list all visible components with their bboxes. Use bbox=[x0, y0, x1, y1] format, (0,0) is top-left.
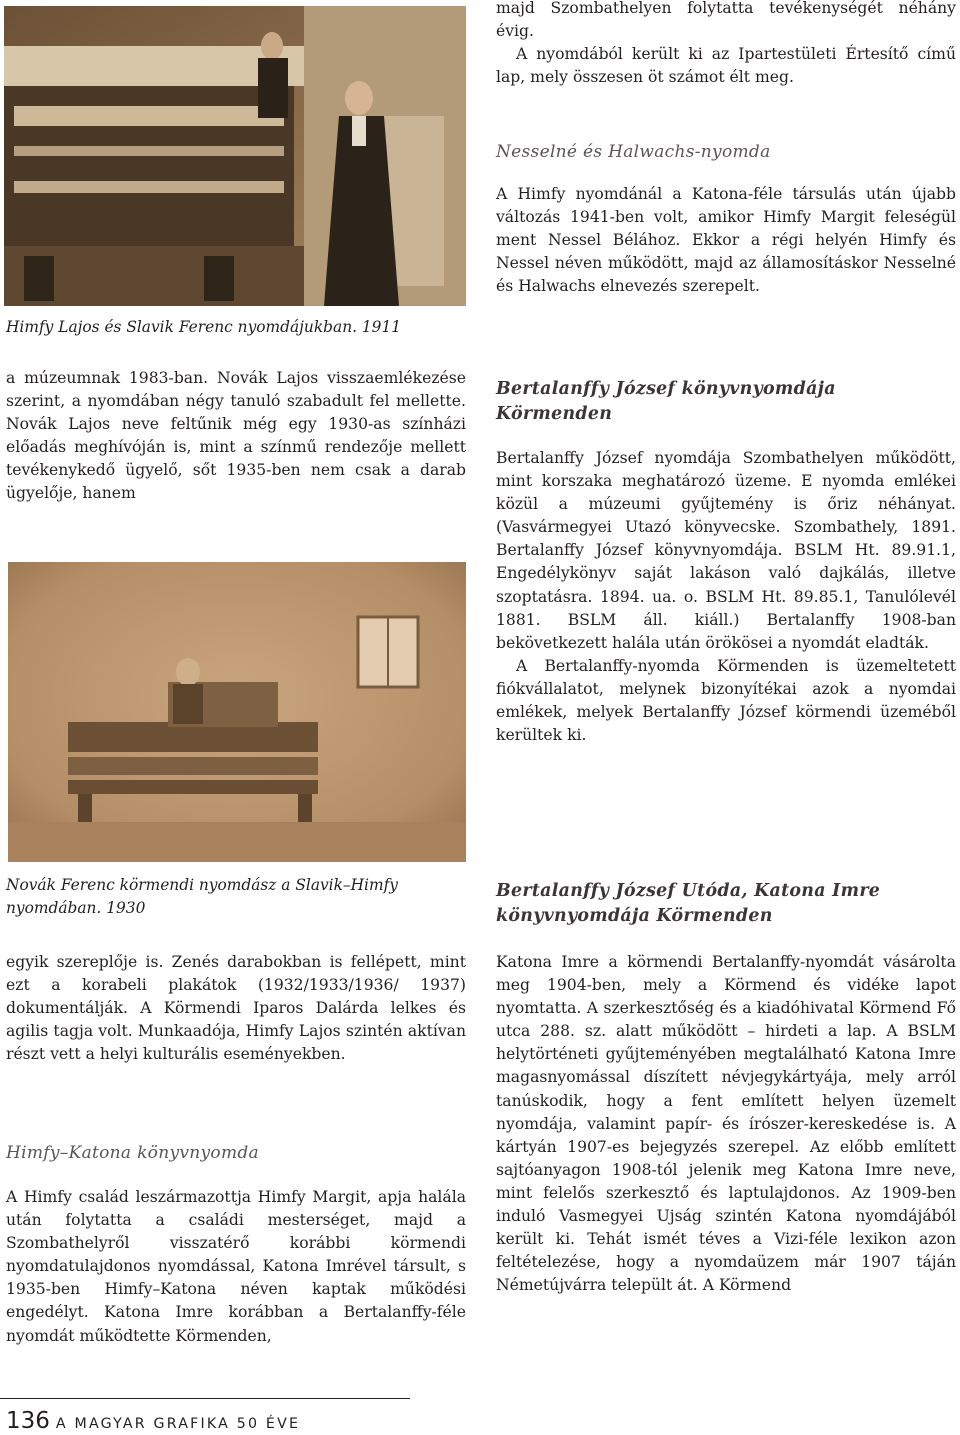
left-column-block-2 bbox=[6, 951, 466, 1066]
heading-nesselne-halwachs: Nesselné és Halwachs-nyomda bbox=[496, 142, 771, 162]
right-column-katona-text bbox=[496, 951, 956, 1297]
paragraph-szombathelyen: majd Szombathelyen folytatta tevékenységét néhány évig. bbox=[496, 0, 956, 41]
heading-katona-line-2: könyvnyomdája Körmenden bbox=[496, 906, 773, 926]
paragraph-himfy-katona: A Himfy család leszármazottja Himfy Margit, apja halála után folytatta a családi mesterséget, majd a Szombathelyről visszatérő korábbi körmendi nyomdatulajdonos nyomdással, Katona Imrével társult, s 1935-ben Himfy–Katona néven kaptak működési engedélyt. Katona Imre korábban a Bertalanffy-féle nyomdát működtette Körmenden, bbox=[6, 1188, 466, 1345]
page-footer bbox=[6, 1408, 406, 1434]
photo-caption-1930: Novák Ferenc körmendi nyomdász a Slavik–Himfy nyomdában. 1930 bbox=[6, 876, 398, 917]
heading-katona-imre-konyvnyomda bbox=[496, 879, 956, 929]
paragraph-novak-lajos: a múzeumnak 1983-ban. Novák Lajos visszaemlékezése szerint, a nyomdában négy tanuló szabadult fel mellette. Novák Lajos neve feltűnik még egy 1930-as színházi előadás meghívóján is, mint a színmű rendezője mellett tevékenykedő ügyelő, sőt 1935-ben nem csak a darab ügyelője, hanem bbox=[6, 369, 466, 503]
paragraph-katona: Katona Imre a körmendi Bertalanffy-nyomdát vásárolta meg 1904-ben, mely a Körmend és vidéke lapot nyomtatta. A szerkesztőség és a kiadóhivatal Körmend Fő utca 288. sz. alatt működött – hirdeti a lap. A BSLM helytörténeti gyűjteményében megtalálható Katona Imre magasnyomással díszített névjegykártyája, mely arról tanúskodik, hogy a fent említett helyen üzemelt nyomdája, valamint papír- és írószer-kereskedése is. A kártyán 1907-es bejegyzés szerepel. Az előbb említett sajtóanyagon 1908-tól jelenik meg Katona Imre neve, mint felelős szerkesztő és laptulajdonos. Az 1909-ben induló Vasmegyei Ujság szintén Katona nyomdájából került ki. Tehát ismét téves a Vizi-féle lexikon azon feltételezése, hogy a nyomdaüzem már 1907 táján Németújvárra települt át. A Körmend bbox=[496, 953, 956, 1295]
footer-book-title: A MAGYAR GRAFIKA 50 ÉVE bbox=[55, 1416, 301, 1432]
page-number: 136 bbox=[6, 1408, 50, 1434]
photo-printing-shop-1911 bbox=[4, 6, 466, 306]
left-column-himfy-katona-text bbox=[6, 1186, 466, 1348]
right-column-bertalanffy-text bbox=[496, 447, 956, 747]
photo-1911-image bbox=[4, 6, 466, 306]
photo-caption-1911: Himfy Lajos és Slavik Ferenc nyomdájukban. 1911 bbox=[6, 318, 402, 336]
heading-bertalanffy-line-2: Körmenden bbox=[496, 404, 613, 424]
paragraph-szereploje: egyik szereplője is. Zenés darabokban is fellépett, mint ezt a korabeli plakátok (1932/1933/1936/ 1937) dokumentálják. A Körmendi Iparos Dalárda lelkes és agilis tagja volt. Munkaadója, Himfy Lajos szintén aktívan részt vett a helyi kulturális eseményekben. bbox=[6, 953, 466, 1064]
photo-novak-ferenc-1930 bbox=[8, 562, 466, 862]
heading-bertalanffy-konyvnyomda bbox=[496, 377, 956, 427]
paragraph-nesselne: A Himfy nyomdánál a Katona-féle társulás után újabb változás 1941-ben volt, amikor Himfy Margit feleségül ment Nessel Bélához. Ekkor a régi helyén Himfy és Nessel néven működött, majd az államosításkor Nesselné és Halwachs elnevezés szerepelt. bbox=[496, 185, 956, 296]
heading-bertalanffy-line-1: Bertalanffy József könyvnyomdája bbox=[496, 379, 836, 399]
right-column-top-text bbox=[496, 0, 956, 89]
paragraph-ipartestuleti: A nyomdából került ki az Ipartestületi Értesítő című lap, mely összesen öt számot élt meg. bbox=[496, 45, 956, 87]
paragraph-bertalanffy-1: Bertalanffy József nyomdája Szombathelyen működött, mint korszaka meghatározó üzeme. E nyomda emlékei közül a múzeumi gyűjtemény is őriz néhányat. (Vasvármegyei Utazó könyvecske. Szombathely, 1891. Bertalanffy József könyvnyomdája. BSLM Ht. 89.91.1, Engedélykönyv saját lakáson való dajkálás, illetve szoptatásra. 1894. ua. o. BSLM Ht. 89.85.1, Tanulólevél 1881. BSLM áll. kiáll.) Bertalanffy 1908-ban bekövetkezett halála után örökösei a nyomdát eladták. bbox=[496, 449, 956, 652]
photo-1930-image bbox=[8, 562, 466, 862]
heading-katona-line-1: Bertalanffy József Utóda, Katona Imre bbox=[496, 881, 881, 901]
paragraph-bertalanffy-2: A Bertalanffy-nyomda Körmenden is üzemeltetett fiókvállalatot, melynek bizonyítékai azok a nyomdai emlékek, melyek Bertalanffy József körmendi üzeméből kerültek ki. bbox=[496, 656, 956, 745]
left-column-block-1 bbox=[6, 367, 466, 506]
heading-himfy-katona: Himfy–Katona könyvnyomda bbox=[6, 1143, 259, 1163]
footer-rule bbox=[0, 1398, 410, 1399]
right-column-nesselne-text bbox=[496, 183, 956, 298]
